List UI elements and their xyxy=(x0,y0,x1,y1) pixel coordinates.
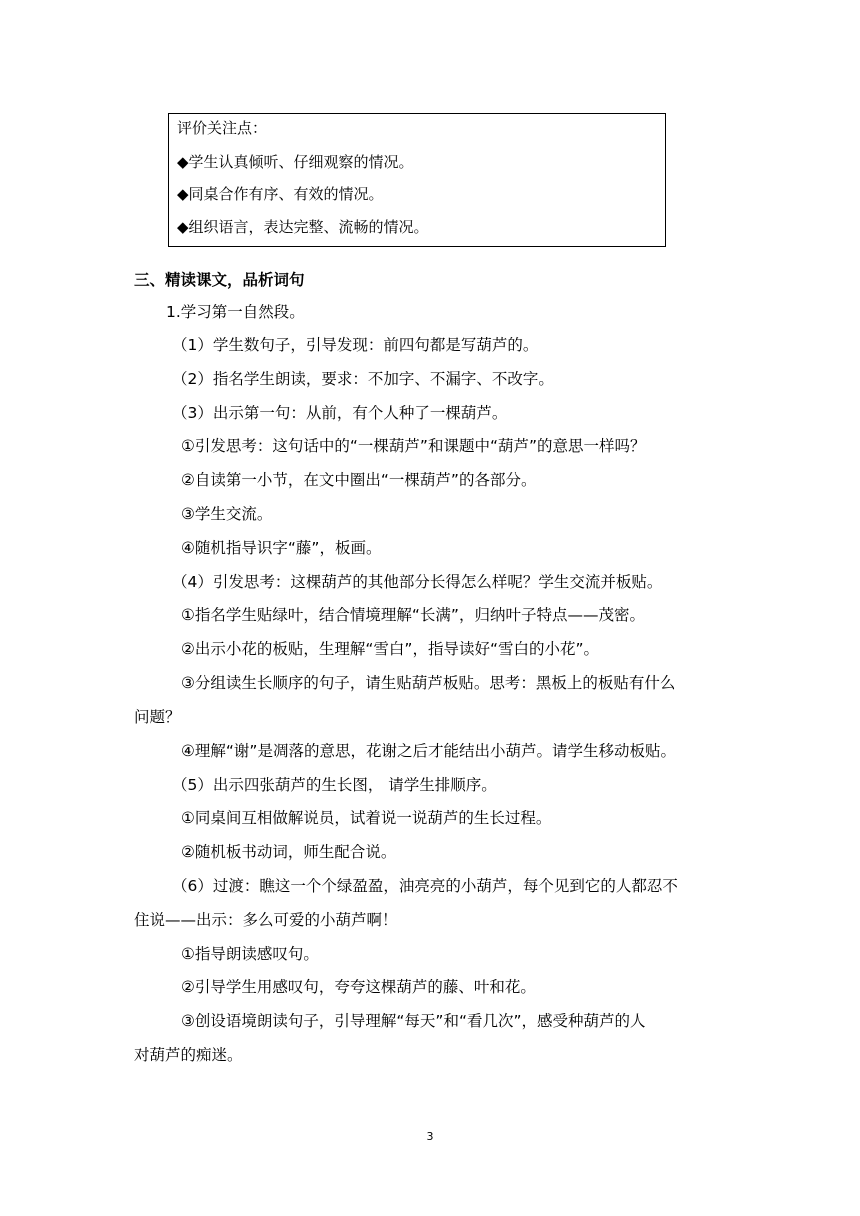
paragraph-line: ①引发思考：这句话中的“一棵葫芦”和课题中“葫芦”的意思一样吗？ xyxy=(181,437,646,455)
page-number: 3 xyxy=(426,1130,434,1143)
evaluation-item: ◆同桌合作有序、有效的情况。 xyxy=(177,185,384,203)
paragraph-line: ①指导朗读感叹句。 xyxy=(181,945,319,963)
paragraph-line: ①指名学生贴绿叶，结合情境理解“长满”，归纳叶子特点——茂密。 xyxy=(181,606,645,624)
paragraph-line: 问题？ xyxy=(134,708,181,726)
paragraph-line: ④随机指导识字“藤”，板画。 xyxy=(181,539,382,557)
paragraph-line: （4）引发思考：这棵葫芦的其他部分长得怎么样呢？学生交流并板贴。 xyxy=(172,573,663,591)
paragraph-line: （1）学生数句子，引导发现：前四句都是写葫芦的。 xyxy=(172,336,539,354)
evaluation-item: ◆组织语言，表达完整、流畅的情况。 xyxy=(177,218,429,236)
paragraph-line: ③创设语境朗读句子，引导理解“每天”和“看几次”，感受种葫芦的人 xyxy=(181,1012,646,1030)
section-heading: 三、精读课文，品析词句 xyxy=(134,271,305,289)
paragraph-line: ②自读第一小节，在文中圈出“一棵葫芦”的各部分。 xyxy=(181,471,537,489)
evaluation-title: 评价关注点： xyxy=(177,119,268,137)
paragraph-line: ①同桌间互相做解说员，试着说一说葫芦的生长过程。 xyxy=(181,809,552,827)
paragraph-line: ②出示小花的板贴，生理解“雪白”，指导读好“雪白的小花”。 xyxy=(181,640,600,658)
paragraph-line: （3）出示第一句：从前，有个人种了一棵葫芦。 xyxy=(172,404,508,422)
paragraph-line: ②引导学生用感叹句，夸夸这棵葫芦的藤、叶和花。 xyxy=(181,978,536,996)
evaluation-box xyxy=(168,113,666,247)
paragraph-line: 1.学习第一自然段。 xyxy=(166,303,305,321)
paragraph-line: ②随机板书动词，师生配合说。 xyxy=(181,843,397,861)
evaluation-item: ◆学生认真倾听、仔细观察的情况。 xyxy=(177,153,414,171)
paragraph-line: （5）出示四张葫芦的生长图， 请学生排顺序。 xyxy=(172,776,497,794)
paragraph-line: ④理解“谢”是凋落的意思，花谢之后才能结出小葫芦。请学生移动板贴。 xyxy=(181,742,676,760)
paragraph-line: （2）指名学生朗读，要求：不加字、不漏字、不改字。 xyxy=(172,370,554,388)
paragraph-line: 对葫芦的痴迷。 xyxy=(134,1046,243,1064)
paragraph-line: ③分组读生长顺序的句子，请生贴葫芦板贴。思考：黑板上的板贴有什么 xyxy=(181,674,676,692)
paragraph-line: （6）过渡：瞧这一个个绿盈盈，油亮亮的小葫芦，每个见到它的人都忍不 xyxy=(172,877,678,895)
paragraph-line: 住说——出示：多么可爱的小葫芦啊！ xyxy=(134,911,398,929)
paragraph-line: ③学生交流。 xyxy=(181,505,273,523)
